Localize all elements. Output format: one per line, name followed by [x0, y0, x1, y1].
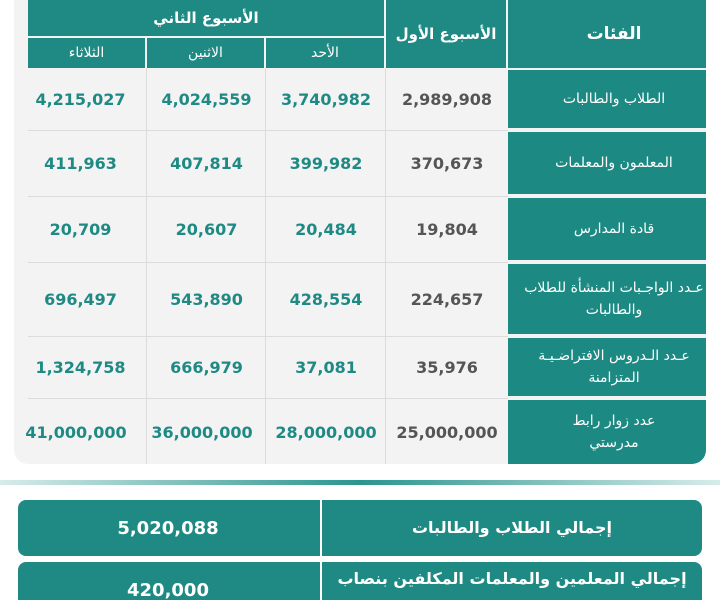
total-teachers-label: إجمالي المعلمين والمعلمات المكلفين بنصاب	[320, 562, 702, 600]
cell-sunday: 20,484	[295, 219, 357, 239]
day-header-tuesday: الثلاثاء	[28, 38, 145, 68]
cell-week1: 35,976	[416, 357, 478, 377]
category-students: الطلاب والطالبات	[508, 70, 706, 128]
cell-monday: 20,607	[175, 219, 238, 239]
section-divider	[0, 480, 720, 485]
cell-sunday: 428,554	[289, 289, 363, 309]
row-divider	[28, 262, 508, 263]
week1-header: الأسبوع الأول	[386, 0, 506, 68]
category-assignments: عـدد الواجـبات المنشأة للطلاب والطالبات	[508, 264, 706, 334]
row-divider	[28, 336, 508, 337]
day-header-sunday: الأحد	[266, 38, 384, 68]
cell-monday: 666,979	[170, 357, 243, 377]
cell-tuesday: 696,497	[44, 289, 117, 309]
category-madrasati-visitors: عدد زوار رابط مدرستي	[508, 400, 706, 464]
category-teachers: المعلمون والمعلمات	[508, 132, 706, 194]
categories-header: الفئات	[508, 0, 706, 68]
col-divider	[265, 68, 266, 464]
cell-tuesday: 20,709	[49, 219, 112, 239]
cell-monday: 407,814	[170, 153, 243, 173]
category-school-leaders: قادة المدارس	[508, 198, 706, 260]
cell-tuesday: 1,324,758	[35, 357, 126, 377]
week2-header: الأسبوع الثاني	[28, 0, 384, 36]
cell-monday: 36,000,000	[151, 422, 253, 442]
row-divider	[28, 196, 508, 197]
col-divider	[385, 68, 386, 464]
col-divider	[146, 68, 147, 464]
total-students-bar	[18, 500, 702, 556]
category-virtual-lessons: عـدد الـدروس الافتراضـيـة المتزامنة	[508, 338, 706, 396]
cell-tuesday: 41,000,000	[25, 422, 127, 442]
total-teachers-value: 420,000	[127, 580, 209, 600]
row-divider	[28, 398, 508, 399]
cell-week1: 25,000,000	[396, 422, 498, 442]
cell-sunday: 399,982	[289, 153, 363, 173]
cell-week1: 370,673	[410, 153, 484, 173]
cell-monday: 4,024,559	[161, 89, 252, 109]
cell-tuesday: 4,215,027	[35, 89, 126, 109]
cell-tuesday: 411,963	[44, 153, 117, 173]
total-students-label: إجمالي الطلاب والطالبات	[320, 500, 702, 556]
cell-week1: 2,989,908	[401, 89, 493, 109]
stats-table	[14, 0, 706, 464]
total-teachers-bar	[18, 562, 702, 600]
cell-sunday: 28,000,000	[275, 422, 377, 442]
total-students-value: 5,020,088	[117, 517, 219, 539]
cell-sunday: 3,740,982	[280, 89, 372, 109]
day-header-monday: الاثنين	[147, 38, 264, 68]
cell-week1: 224,657	[410, 289, 484, 309]
cell-monday: 543,890	[170, 289, 243, 309]
row-divider	[28, 130, 508, 131]
cell-sunday: 37,081	[295, 357, 357, 377]
cell-week1: 19,804	[416, 219, 478, 239]
